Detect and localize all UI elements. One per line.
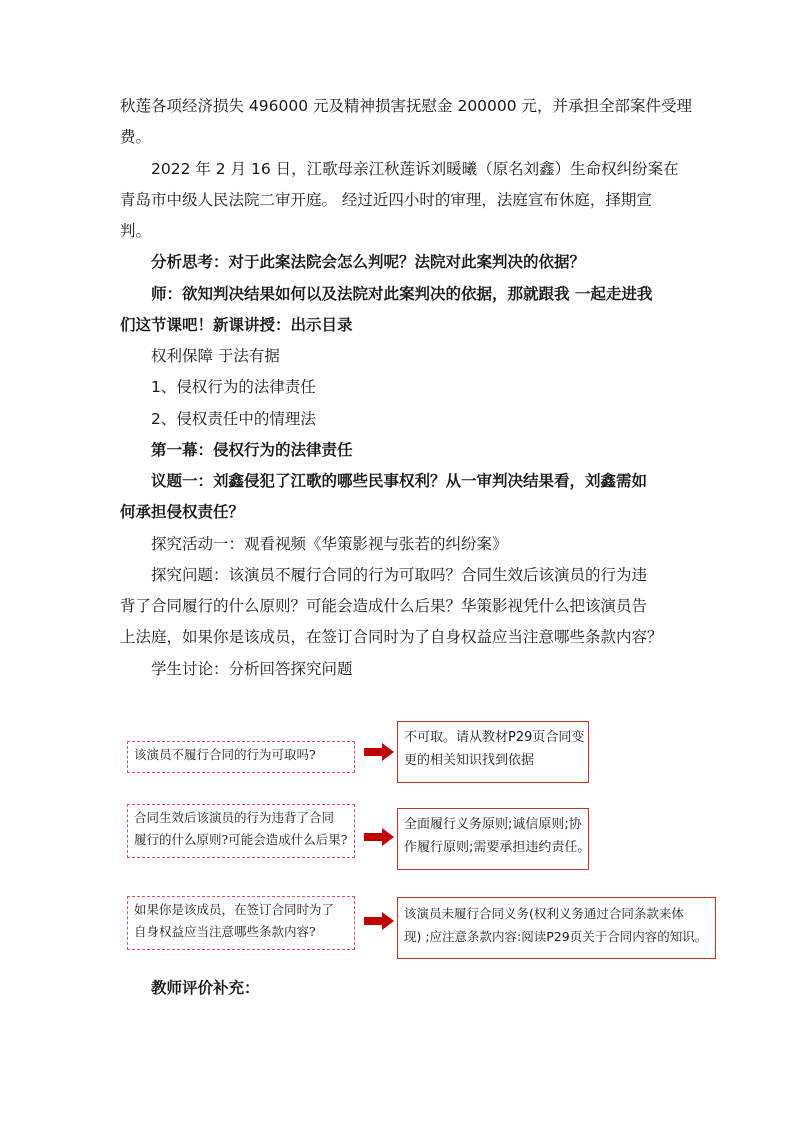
right-arrow-icon <box>364 912 394 930</box>
question-text: 合同生效后该演员的行为违背了合同 <box>134 810 335 825</box>
section-heading: 权利保障 于法有据 <box>151 347 280 365</box>
question-text: 自身权益应当注意哪些条款内容? <box>134 924 316 939</box>
chapter-heading: 第一幕：侵权行为的法律责任 <box>151 441 353 459</box>
answer-text: 更的相关知识找到依据 <box>404 753 535 768</box>
answer-text: 全面履行义务原则;诚信原则;协 <box>404 817 582 832</box>
answer-text: 该演员未履行合同义务(权利义务通过合同条款来体 <box>404 906 684 921</box>
inquiry-line: 上法庭，如果你是该成员，在签订合同时为了自身权益应当注意哪些条款内容？ <box>120 628 663 646</box>
teacher-line: 师：欲知判决结果如何以及法院对此案判决的依据，那就跟我 一起走进我 <box>151 285 653 303</box>
inquiry-line: 背了合同履行的什么原则？可能会造成什么后果？华策影视凭什么把该演员告 <box>120 597 648 615</box>
answer-box-1 <box>397 721 589 783</box>
answer-box-3 <box>397 897 716 959</box>
discussion-line: 学生讨论：分析回答探究问题 <box>151 660 353 678</box>
teacher-evaluation: 教师评价补充： <box>151 979 260 997</box>
answer-text: 现) ;应注意条款内容:阅读P29页关于合同内容的知识。 <box>404 929 708 944</box>
answer-text: 不可取。请从教材P29页合同变 <box>404 730 585 745</box>
paragraph-line: 判。 <box>120 222 152 240</box>
paragraph-line: 费。 <box>120 128 152 146</box>
paragraph-line: 青岛市中级人民法院二审开庭。 经过近四小时的审理，法庭宣布休庭，择期宣 <box>120 191 652 209</box>
question-text: 如果你是该成员，在签订合同时为了 <box>134 902 335 917</box>
answer-box-2 <box>397 808 589 870</box>
paragraph-line: 秋莲各项经济损失 496000 元及精神损害抚慰金 200000 元，并承担全部案件受理 <box>120 97 693 115</box>
teacher-line: 们这节课吧！新课讲授：出示目录 <box>120 316 353 334</box>
question-box-3 <box>127 896 355 950</box>
topic-line: 何承担侵权责任？ <box>120 503 245 521</box>
topic-line: 议题一：刘鑫侵犯了江歌的哪些民事权利？从一审判决结果看，刘鑫需如 <box>151 472 648 490</box>
analysis-question: 分析思考：对于此案法院会怎么判呢？法院对此案判决的依据？ <box>151 253 586 271</box>
outline-item: 1、侵权行为的法律责任 <box>151 378 316 396</box>
right-arrow-icon <box>364 828 394 846</box>
question-box-2 <box>127 804 355 858</box>
question-box-1 <box>127 741 355 773</box>
paragraph-line: 2022 年 2 月 16 日，江歌母亲江秋莲诉刘暖曦（原名刘鑫）生命权纠纷案在 <box>151 160 679 178</box>
outline-item: 2、侵权责任中的情理法 <box>151 410 316 428</box>
answer-text: 作履行原则;需要承担违约责任。 <box>404 840 591 855</box>
right-arrow-icon <box>364 743 394 761</box>
question-text: 履行的什么原则?可能会造成什么后果? <box>134 832 348 847</box>
question-text: 该演员不履行合同的行为可取吗? <box>134 747 316 762</box>
inquiry-line: 探究问题：该演员不履行合同的行为可取吗？合同生效后该演员的行为违 <box>151 566 648 584</box>
activity-line: 探究活动一：观看视频《华策影视与张若的纠纷案》 <box>151 535 508 553</box>
